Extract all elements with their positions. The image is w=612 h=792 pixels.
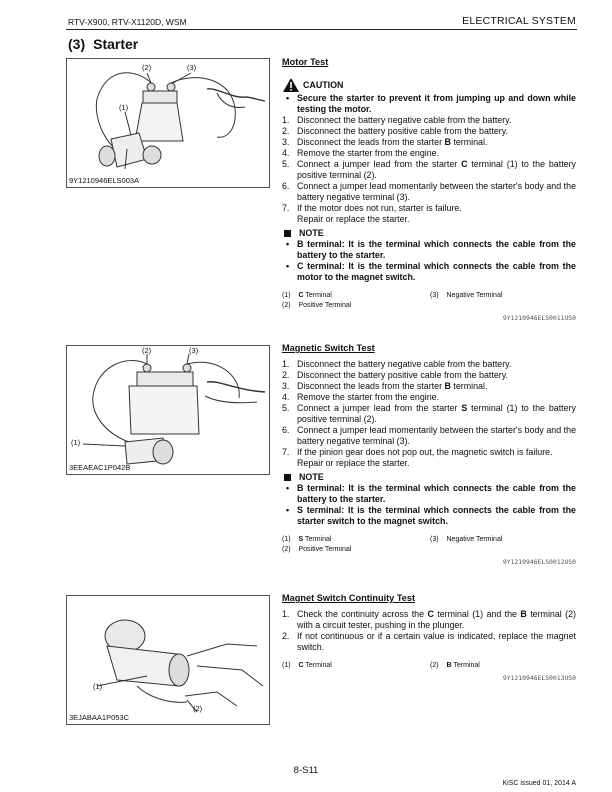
continuity-test-section xyxy=(282,593,576,684)
note-item: • C terminal: It is the terminal which connects the cable from the motor to the magnet switch. xyxy=(282,261,576,283)
motor-notes xyxy=(282,239,576,283)
terminal-letter: B xyxy=(520,609,527,619)
callout-3: (3) xyxy=(189,346,199,355)
figure-frame xyxy=(66,345,270,475)
terminal-letter: C xyxy=(461,159,468,169)
legend-number: (2) xyxy=(282,302,293,309)
step-text: terminal (1) to the battery positive terminal (2). xyxy=(297,159,576,180)
step-text: Remove the starter from the engine. xyxy=(297,392,440,402)
figure-magnetic-switch-test xyxy=(66,345,270,477)
figure-frame xyxy=(66,58,270,188)
step-number: 1. xyxy=(282,359,290,369)
step-number: 5. xyxy=(282,403,290,413)
legend-number: (3) xyxy=(430,292,441,299)
note-square-icon xyxy=(284,474,291,481)
step-text: If the motor does not run, starter is failure. xyxy=(297,203,462,213)
legend-item xyxy=(430,535,502,544)
callout-2: (2) xyxy=(193,704,203,713)
step-text: If the pinion gear does not pop out, the magnetic switch is failure. xyxy=(297,447,553,457)
legend-item xyxy=(430,661,480,670)
step-text: terminal (1) and the xyxy=(433,609,521,619)
note-square-icon xyxy=(284,230,291,237)
legend-letter: C xyxy=(298,662,304,669)
step-number: 3. xyxy=(282,381,290,391)
step-text: Connect a jumper lead from the starter xyxy=(297,403,462,413)
step-item xyxy=(282,381,576,392)
motor-test-steps xyxy=(282,115,576,225)
step-text: Connect a jumper lead momentarily between the starter's body and the battery negative terminal (3). xyxy=(297,425,576,446)
page-number: 8-S11 xyxy=(293,765,319,776)
legend-text: Terminal xyxy=(451,662,480,669)
warning-icon xyxy=(282,77,300,93)
step-item xyxy=(282,447,576,469)
legend-text: Terminal xyxy=(303,292,332,299)
step-number: 1. xyxy=(282,609,290,619)
starter-battery-illustration xyxy=(67,59,269,187)
motor-legend xyxy=(282,291,576,311)
header-rule xyxy=(66,29,577,30)
step-text: terminal. xyxy=(450,137,488,147)
step-text: Disconnect the leads from the starter xyxy=(297,381,445,391)
legend-text: Terminal xyxy=(303,536,332,543)
reference-code: 9Y1210946ELS0011US0 xyxy=(502,314,576,322)
step-number: 7. xyxy=(282,447,290,457)
starter-battery-illustration xyxy=(67,346,269,474)
legend-letter: B xyxy=(446,662,452,669)
step-text: Connect a jumper lead from the starter xyxy=(297,159,462,169)
figure-id: 3EEAEAC1P042B xyxy=(69,463,131,472)
step-number: 6. xyxy=(282,425,290,435)
motor-test-section xyxy=(282,57,576,324)
legend-number: (3) xyxy=(430,536,441,543)
legend-number: (1) xyxy=(282,662,293,669)
legend-number: (1) xyxy=(282,292,293,299)
note-label: NOTE xyxy=(299,228,324,238)
step-text: Disconnect the battery negative cable from the battery. xyxy=(297,115,512,125)
step-item xyxy=(282,159,576,181)
step-item xyxy=(282,148,576,159)
step-number: 3. xyxy=(282,137,290,147)
legend-number: (2) xyxy=(430,662,441,669)
figure-id: 9Y1210946ELS003A xyxy=(69,176,140,185)
step-number: 6. xyxy=(282,181,290,191)
section-number: (3) xyxy=(68,36,86,52)
legend-text: Terminal xyxy=(303,662,332,669)
step-item xyxy=(282,370,576,381)
callout-1: (1) xyxy=(119,103,129,112)
step-text: If not continuous or if a certain value is indicated, replace the magnet switch. xyxy=(297,631,576,652)
callout-2: (2) xyxy=(142,346,152,355)
step-number: 1. xyxy=(282,115,290,125)
step-item xyxy=(282,425,576,447)
callout-3: (3) xyxy=(187,63,197,72)
figure-continuity-test xyxy=(66,595,270,725)
figure-id: 3EJABAA1P053C xyxy=(69,713,130,722)
callout-1: (1) xyxy=(71,438,81,447)
step-item xyxy=(282,115,576,126)
figure-frame xyxy=(66,595,270,725)
magnet-switch-illustration xyxy=(67,596,269,724)
step-text: Disconnect the leads from the starter xyxy=(297,137,445,147)
note-heading xyxy=(282,228,576,239)
note-item: • Secure the starter to prevent it from jumping up and down while testing the motor. xyxy=(282,93,576,115)
magnetic-switch-test-section xyxy=(282,343,576,568)
callout-2: (2) xyxy=(142,63,152,72)
step-text: Disconnect the battery negative cable from the battery. xyxy=(297,359,512,369)
step-number: 5. xyxy=(282,159,290,169)
step-text: Disconnect the battery positive cable from the battery. xyxy=(297,370,508,380)
step-number: 2. xyxy=(282,631,290,641)
step-item xyxy=(282,392,576,403)
issue-info: KiSC issued 01, 2014 A xyxy=(502,780,576,787)
step-number: 2. xyxy=(282,370,290,380)
note-item: • B terminal: It is the terminal which connects the cable from the battery to the starter. xyxy=(282,483,576,505)
section-header: ELECTRICAL SYSTEM xyxy=(462,15,576,27)
section-title xyxy=(68,36,138,52)
callout-1: (1) xyxy=(93,682,103,691)
legend-item xyxy=(282,291,332,300)
step-number: 4. xyxy=(282,148,290,158)
step-text: Connect a jumper lead momentarily between the starter's body and the battery negative terminal (3). xyxy=(297,181,576,202)
step-item xyxy=(282,203,576,225)
step-item xyxy=(282,403,576,425)
legend-text: Positive Terminal xyxy=(298,302,352,309)
step-number: 4. xyxy=(282,392,290,402)
legend-item xyxy=(282,535,331,544)
legend-item xyxy=(282,545,351,554)
step-text: Disconnect the battery positive cable from the battery. xyxy=(297,126,508,136)
terminal-letter: B xyxy=(444,381,451,391)
step-number: 7. xyxy=(282,203,290,213)
terminal-letter: C xyxy=(427,609,434,619)
step-item xyxy=(282,137,576,148)
continuity-steps xyxy=(282,609,576,653)
legend-text: Positive Terminal xyxy=(298,546,352,553)
step-item xyxy=(282,631,576,653)
step-item xyxy=(282,126,576,137)
reference-code: 9Y1210946ELS0012US0 xyxy=(502,558,576,566)
legend-number: (2) xyxy=(282,546,293,553)
legend-text: Negative Terminal xyxy=(446,536,503,543)
continuity-test-title: Magnet Switch Continuity Test xyxy=(282,593,416,603)
step-number: 2. xyxy=(282,126,290,136)
note-heading xyxy=(282,472,576,483)
note-item: • S terminal: It is the terminal which connects the cable from the starter switch to the magnet switch. xyxy=(282,505,576,527)
terminal-letter: B xyxy=(444,137,451,147)
legend-text: Negative Terminal xyxy=(446,292,503,299)
legend-item xyxy=(282,301,351,310)
step-text: terminal (2) with a circuit tester, pushing in the plunger. xyxy=(297,609,577,630)
magnetic-switch-steps xyxy=(282,359,576,469)
caution-label: CAUTION xyxy=(303,79,344,90)
magnetic-switch-notes xyxy=(282,483,576,527)
note-item: • B terminal: It is the terminal which connects the cable from the battery to the starter. xyxy=(282,239,576,261)
step-item xyxy=(282,609,576,631)
step-item xyxy=(282,359,576,370)
continuity-legend xyxy=(282,661,576,671)
terminal-letter: S xyxy=(461,403,468,413)
step-text: Remove the starter from the engine. xyxy=(297,148,440,158)
legend-item xyxy=(430,291,502,300)
legend-item xyxy=(282,661,332,670)
note-label: NOTE xyxy=(299,472,324,482)
caution-heading xyxy=(282,77,576,93)
section-title-text: Starter xyxy=(93,36,139,52)
legend-letter: C xyxy=(298,292,304,299)
legend-letter: S xyxy=(298,536,304,543)
step-text: Check the continuity across the xyxy=(297,609,428,619)
step-subtext: Repair or replace the starter. xyxy=(297,214,410,224)
figure-motor-test xyxy=(66,58,270,188)
motor-test-title: Motor Test xyxy=(282,57,329,67)
step-item xyxy=(282,181,576,203)
caution-list xyxy=(282,93,576,115)
magnetic-switch-test-title: Magnetic Switch Test xyxy=(282,343,375,353)
step-text: terminal (1) to the battery positive terminal (2). xyxy=(297,403,576,424)
step-text: terminal. xyxy=(450,381,488,391)
magnetic-switch-legend xyxy=(282,535,576,555)
step-subtext: Repair or replace the starter. xyxy=(297,458,410,468)
manual-model-header: RTV-X900, RTV-X1120D, WSM xyxy=(68,17,187,27)
legend-number: (1) xyxy=(282,536,293,543)
reference-code: 9Y1210946ELS0013US0 xyxy=(502,674,576,682)
